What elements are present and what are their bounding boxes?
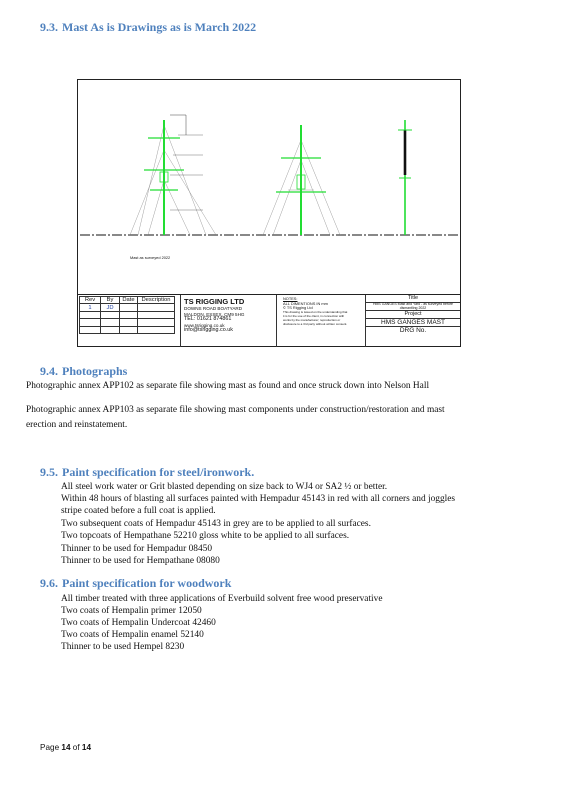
company-phone: TEL: 01621 874861 xyxy=(184,316,232,323)
rev-header: Rev xyxy=(80,297,101,304)
mast-side-view xyxy=(130,115,216,235)
steel-spec-line: stripe coated before a full coat is applied. xyxy=(61,506,216,516)
date-header: Date xyxy=(120,297,138,304)
mast-drawing-figure xyxy=(78,80,460,294)
page-footer: Page 14 of 14 xyxy=(40,743,92,752)
notes-line: disclosure to a 3rd party without written consent. xyxy=(283,321,348,326)
notes-line: ALL DIMENTIONS IN mm xyxy=(283,300,328,306)
mast-section-view xyxy=(398,120,412,235)
photographs-paragraph-2-line-1: Photographic annex APP103 as separate file showing mast components under construction/restoration and mast xyxy=(26,405,445,415)
by-header: By xyxy=(101,297,120,304)
section-heading-9-6: 9.6. Paint specification for woodwork xyxy=(40,576,232,590)
notes-block xyxy=(283,297,363,326)
company-line: MALDON, ESSEX, CM9 5HG xyxy=(184,311,245,317)
company-name: TS RIGGING LTD xyxy=(184,297,245,306)
photographs-paragraph-1: Photographic annex APP102 as separate file showing mast as found and once struck down into Nelson Hall xyxy=(26,381,430,391)
mast-drawing xyxy=(77,79,461,347)
wood-spec-line: Thinner to be used Hempel 8230 xyxy=(61,642,185,652)
revision-table xyxy=(79,296,175,334)
title-label: Title xyxy=(366,295,460,303)
company-line: DOWNS ROAD BOATYARD xyxy=(184,306,243,311)
company-email: info@tsrigging.co.uk xyxy=(184,327,233,334)
drg-label: DRG No. xyxy=(399,327,427,334)
wood-spec-line: Two coats of Hempalin enamel 52140 xyxy=(61,630,204,640)
steel-spec-line: Two subsequent coats of Hempadur 45143 in grey are to be applied to all surfaces. xyxy=(61,519,371,529)
wood-spec-line: Two coats of Hempalin primer 12050 xyxy=(61,606,202,616)
notes-line: This drawing is issued on the understanding that xyxy=(283,310,348,315)
drawing-caption: Mast as surveyed 2022 xyxy=(130,255,171,260)
rev-cell: 1 xyxy=(80,304,101,311)
notes-heading: NOTES: xyxy=(283,296,298,301)
project-label: Project xyxy=(366,311,460,319)
notes-line: works by the manufacturer; reproduction or xyxy=(283,317,341,322)
steel-spec-line: Within 48 hours of blasting all surfaces painted with Hempadur 45143 in red with all corners and joggles xyxy=(61,494,456,504)
date-cell xyxy=(120,304,138,311)
mast-front-view xyxy=(263,125,340,235)
section-heading-9-3: 9.3. Mast As is Drawings as is March 2022 xyxy=(40,20,257,34)
description-cell xyxy=(138,304,175,311)
steel-spec-line: Two topcoats of Hempathane 52210 gloss white to be applied to all surfaces. xyxy=(61,531,350,541)
page-number: 14 xyxy=(61,743,71,752)
company-block xyxy=(184,297,272,334)
section-heading-9-4: 9.4. Photographs xyxy=(40,364,128,378)
wood-spec-line: All timber treated with three applications of Everbuild solvent free wood preservative xyxy=(61,594,383,604)
photographs-paragraph-2-line-2: erection and reinstatement. xyxy=(26,420,128,430)
notes-line: it is for the use of the client, in connection with xyxy=(283,313,345,318)
steel-spec-line: All steel work water or Grit blasted depending on size back to WJ4 or SA2 ½ or better. xyxy=(61,482,388,492)
steel-spec-line: Thinner to be used for Hempadur 08450 xyxy=(61,544,213,554)
by-cell: JD xyxy=(101,304,120,311)
title-block xyxy=(78,294,460,347)
page-total: 14 xyxy=(81,743,92,752)
notes-line: © TS Rigging Ltd xyxy=(283,305,313,311)
title-value: HMS GANGES Mast and Yard - as surveyed before dismantling 2022 xyxy=(366,303,460,311)
section-heading-9-5: 9.5. Paint specification for steel/ironwork. xyxy=(40,465,255,479)
description-header: Description xyxy=(138,297,175,304)
wood-spec-line: Two coats of Hempalin Undercoat 42460 xyxy=(61,618,216,628)
project-value: HMS GANGES MAST xyxy=(366,319,460,327)
company-website: www.tsrigging.co.uk xyxy=(184,322,225,328)
title-fields xyxy=(366,295,460,334)
steel-spec-line: Thinner to be used for Hempathane 08080 xyxy=(61,556,220,566)
